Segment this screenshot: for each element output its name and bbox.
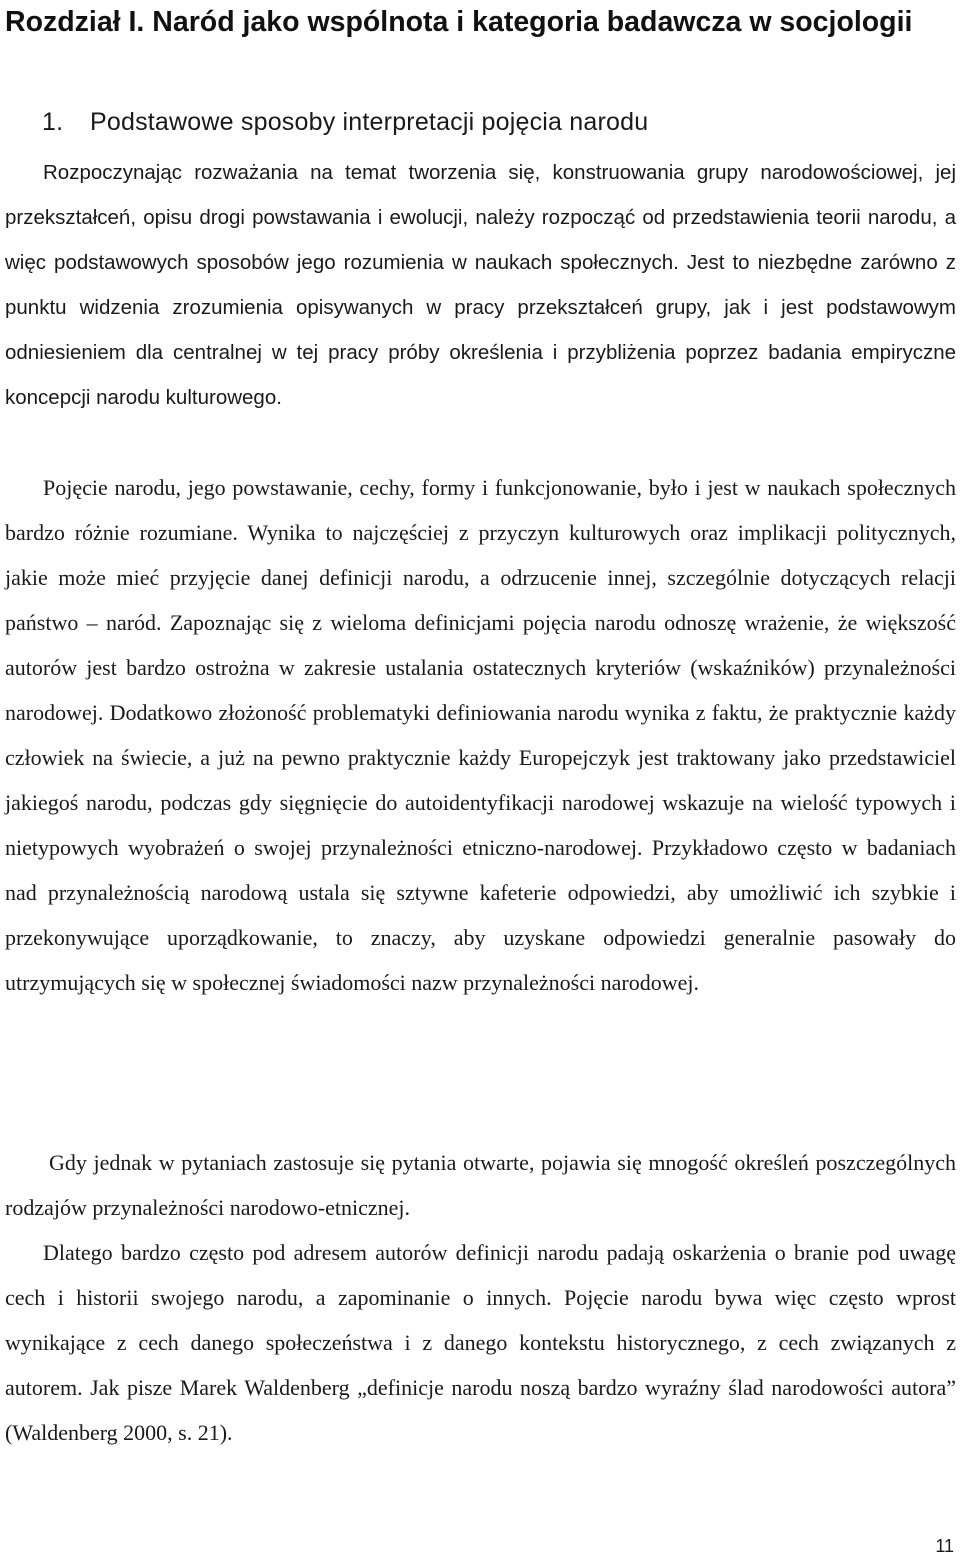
paragraph-4	[5, 1230, 956, 1455]
section-title: Podstawowe sposoby interpretacji pojęcia narodu	[90, 108, 649, 136]
paragraph-1	[5, 150, 956, 420]
page-number: 11	[935, 1536, 954, 1556]
paragraph-2	[5, 465, 956, 1005]
paragraph-1-text: Rozpoczynając rozważania na temat tworzenia się, konstruowania grupy narodowościowej, jej przekształceń, opisu drogi powstawania i ewolucji, należy rozpocząć od przedstawienia teorii narodu, a więc podstawowych sposobów jego rozumienia w naukach społecznych. Jest to niezbędne zarówno z punktu widzenia zrozumienia opisywanych w pracy przekształceń grupy, jak i jest podstawowym odniesieniem dla centralnej w tej pracy próby określenia i przybliżenia poprzez badania empiryczne koncepcji narodu kulturowego.	[5, 161, 956, 409]
paragraph-3-text: Gdy jednak w pytaniach zastosuje się pytania otwarte, pojawia się mnogość określeń poszczególnych rodzajów przynależności narodowo-etnicznej.	[5, 1150, 956, 1220]
paragraph-2-body: Wynika to najczęściej z przyczyn kulturowych oraz implikacji politycznych, jakie może mieć przyjęcie danej definicji narodu, a odrzucenie innej, szczególnie dotyczących relacji państwo – naród. Zapoznając się z wieloma definicjami pojęcia narodu odnoszę wrażenie, że większość autorów jest bardzo ostrożna w zakresie ustalania ostatecznych kryteriów (wskaźników) przynależności narodowej. Dodatkowo złożoność problematyki definiowania narodu wynika z faktu, że praktycznie każdy człowiek na świecie, a już na pewno praktycznie każdy Europejczyk jest traktowany jako przedstawiciel jakiegoś narodu, podczas gdy sięgnięcie do autoidentyfikacji narodowej wskazuje na wielość typowych i nietypowych wyobrażeń o swojej przynależności etniczno-narodowej. Przykładowo często w badaniach nad przynależnością narodową ustala się sztywne kafeterie odpowiedzi, aby umożliwić ich szybkie i przekonywujące uporządkowanie, to znaczy, aby uzyskane odpowiedzi generalnie pasowały do utrzymujących się w społecznej świadomości nazw przynależności narodowej.	[5, 520, 956, 995]
chapter-title: Rozdział I. Naród jako wspólnota i kategoria badawcza w socjologii	[5, 6, 913, 38]
paragraph-3	[5, 1140, 956, 1230]
paragraph-2-lead: Pojęcie narodu, jego powstawanie, cechy, formy i funkcjonowanie, było i jest w naukach społecznych bardzo różnie rozumiane.	[5, 475, 956, 545]
paragraph-4-text: Dlatego bardzo często pod adresem autorów definicji narodu padają oskarżenia o branie pod uwagę cech i historii swojego narodu, a zapominanie o innych. Pojęcie narodu bywa więc często wprost wynikające z cech danego społeczeństwa i z danego kontekstu historycznego, z cech związanych z autorem. Jak pisze Marek Waldenberg „definicje narodu noszą bardzo wyraźny ślad narodowości autora” (Waldenberg 2000, s. 21).	[5, 1240, 956, 1445]
section-number: 1.	[42, 108, 64, 136]
section-heading	[42, 100, 648, 145]
